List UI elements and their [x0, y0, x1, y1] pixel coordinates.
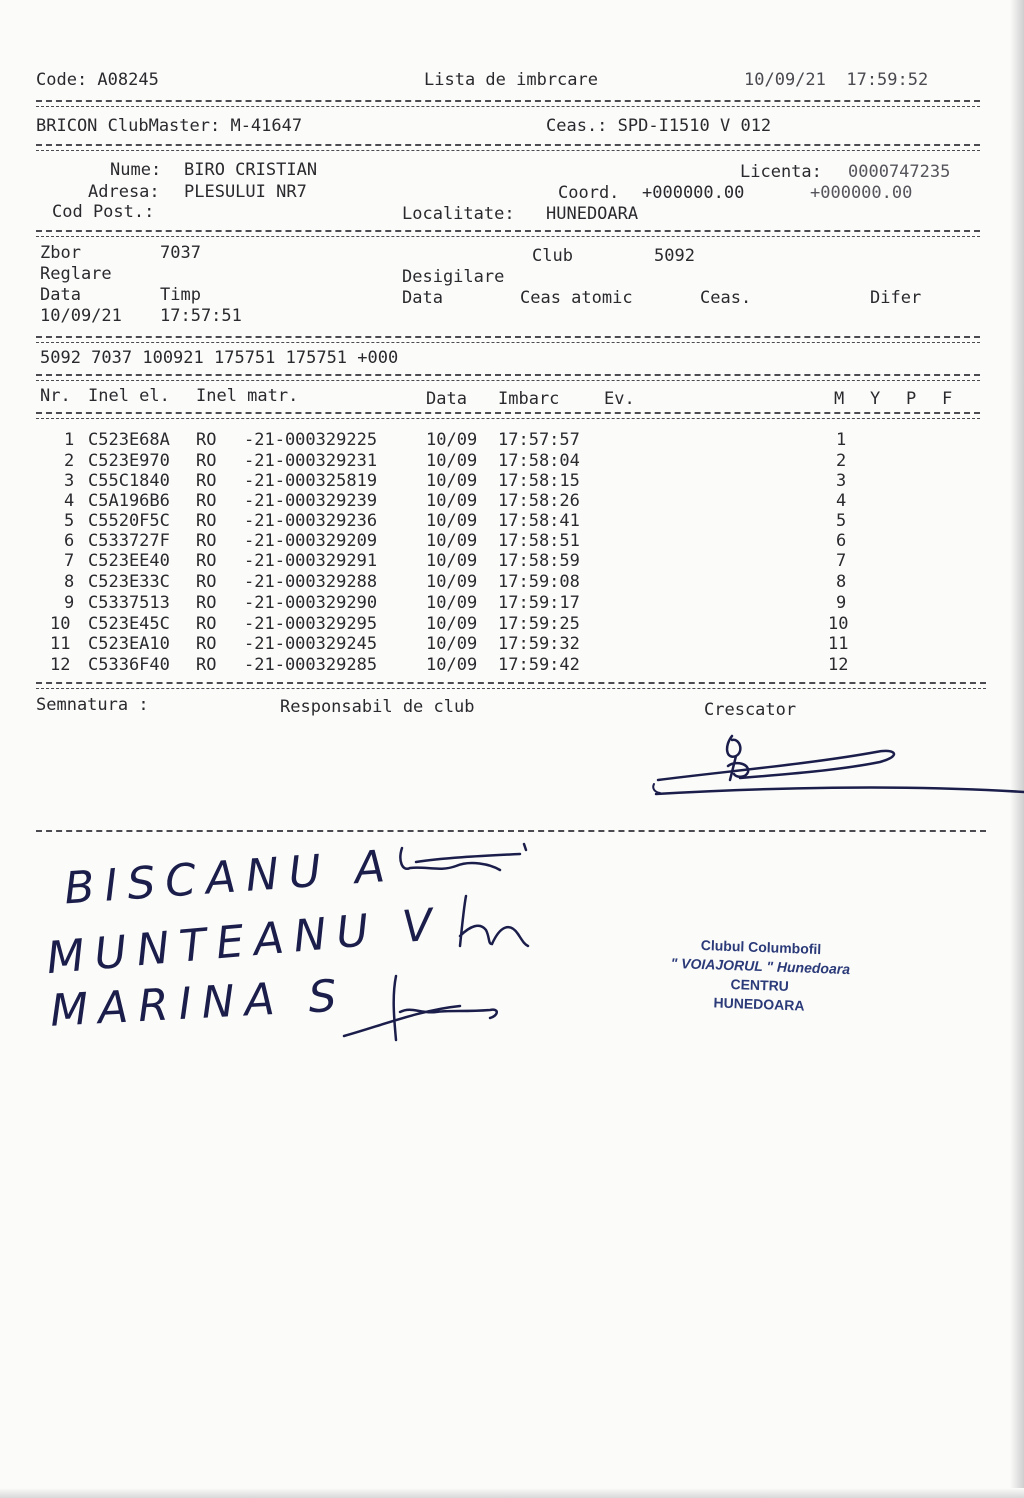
cell-country: RO [196, 572, 217, 592]
handwritten-signature-2 [440, 886, 540, 976]
cell-data: 10/09 [426, 655, 478, 675]
print-datetime: 10/09/21 17:59:52 [744, 70, 929, 90]
cell-country: RO [196, 451, 217, 471]
divider [36, 144, 980, 146]
divider [36, 374, 980, 376]
cell-imbarc: 17:58:41 [498, 511, 580, 531]
divider [36, 688, 986, 689]
divider [36, 230, 980, 232]
cell-country: RO [196, 593, 217, 613]
cell-nr: 7 [64, 551, 75, 571]
cell-nr: 10 [50, 614, 71, 634]
handwritten-name-1: BISCANU A [62, 840, 397, 915]
col-header-inel-el: Inel el. [88, 386, 170, 406]
cell-country: RO [196, 614, 217, 634]
difer-label: Difer [870, 288, 922, 308]
cell-country: RO [196, 655, 217, 675]
reglare-time: 17:57:51 [160, 306, 242, 326]
table-row [0, 491, 1024, 511]
cell-m: 6 [836, 531, 847, 551]
cell-inel-el: C533727F [88, 531, 170, 551]
cell-country: RO [196, 430, 217, 450]
divider [36, 236, 980, 237]
license-label: Licenta: [740, 162, 822, 182]
cell-inel-el: C5A196B6 [88, 491, 170, 511]
coord-x: +000000.00 [642, 183, 745, 203]
cell-imbarc: 17:59:08 [498, 572, 580, 592]
summary-line: 5092 7037 100921 175751 175751 +000 [40, 348, 399, 368]
col-header-y: Y [870, 389, 881, 409]
divider [36, 412, 980, 414]
cell-data: 10/09 [426, 430, 478, 450]
cell-data: 10/09 [426, 551, 478, 571]
ceas-label: Ceas. [700, 288, 752, 308]
cell-country: RO [196, 471, 217, 491]
club-label: Club [532, 246, 573, 266]
cell-inel-matr: -21-000329288 [244, 572, 378, 592]
cell-data: 10/09 [426, 451, 478, 471]
owner-name: BIRO CRISTIAN [184, 160, 318, 180]
col-header-imbarc: Imbarc [498, 389, 560, 409]
cell-country: RO [196, 634, 217, 654]
cell-data: 10/09 [426, 471, 478, 491]
cell-m: 5 [836, 511, 847, 531]
name-label: Nume: [110, 160, 162, 180]
cell-imbarc: 17:58:04 [498, 451, 580, 471]
cell-nr: 5 [64, 511, 75, 531]
club-value: 5092 [654, 246, 695, 266]
address-label: Adresa: [88, 182, 160, 202]
cell-m: 1 [836, 430, 847, 450]
signature-label: Semnatura : [36, 695, 149, 715]
cell-m: 9 [836, 593, 847, 613]
license-number: 0000747235 [848, 162, 951, 182]
divider [36, 150, 980, 151]
stamp-line: " VOIAJORUL " Hunedoara [670, 954, 851, 978]
col-header-p: P [906, 389, 917, 409]
divider [36, 106, 980, 107]
cell-country: RO [196, 491, 217, 511]
cell-inel-el: C523E970 [88, 451, 170, 471]
cell-inel-matr: -21-000325819 [244, 471, 378, 491]
col-header-inel-matr: Inel matr. [196, 386, 299, 406]
clock-id: Ceas.: SPD-I1510 V 012 [546, 116, 772, 136]
cell-m: 2 [836, 451, 847, 471]
club-responsible-label: Responsabil de club [280, 697, 475, 717]
cell-imbarc: 17:58:15 [498, 471, 580, 491]
col-header-ev: Ev. [604, 389, 635, 409]
cell-nr: 9 [64, 593, 75, 613]
cell-inel-matr: -21-000329295 [244, 614, 378, 634]
cell-nr: 4 [64, 491, 75, 511]
owner-address: PLESULUI NR7 [184, 182, 307, 202]
data-label-2: Data [402, 288, 443, 308]
divider [36, 380, 980, 381]
data-label: Data [40, 285, 81, 305]
cell-imbarc: 17:59:32 [498, 634, 580, 654]
cell-inel-el: C523E45C [88, 614, 170, 634]
col-header-f: F [942, 389, 953, 409]
cell-m: 11 [828, 634, 849, 654]
cell-inel-el: C5337513 [88, 593, 170, 613]
col-header-m: M [834, 389, 845, 409]
divider [36, 682, 986, 684]
cell-m: 7 [836, 551, 847, 571]
cell-inel-el: C5520F5C [88, 511, 170, 531]
divider [36, 342, 980, 343]
cell-data: 10/09 [426, 531, 478, 551]
cell-inel-el: C5336F40 [88, 655, 170, 675]
locality-label: Localitate: [402, 204, 515, 224]
table-row [0, 551, 1024, 571]
stamp-line: HUNEDOARA [713, 994, 805, 1014]
cell-data: 10/09 [426, 593, 478, 613]
cell-imbarc: 17:57:57 [498, 430, 580, 450]
cell-inel-matr: -21-000329209 [244, 531, 378, 551]
cell-m: 3 [836, 471, 847, 491]
divider [36, 830, 986, 832]
zbor-label: Zbor [40, 243, 81, 263]
cell-country: RO [196, 511, 217, 531]
cell-m: 12 [828, 655, 849, 675]
document-title: Lista de imbrcare [424, 70, 598, 90]
cell-nr: 11 [50, 634, 71, 654]
table-row [0, 471, 1024, 491]
cell-data: 10/09 [426, 491, 478, 511]
cell-nr: 1 [64, 430, 75, 450]
cell-m: 8 [836, 572, 847, 592]
owner-locality: HUNEDOARA [546, 204, 639, 224]
divider [36, 418, 980, 419]
cell-data: 10/09 [426, 572, 478, 592]
cell-inel-matr: -21-000329225 [244, 430, 378, 450]
document-code: Code: A08245 [36, 70, 159, 90]
cell-imbarc: 17:58:51 [498, 531, 580, 551]
coord-y: +000000.00 [810, 183, 913, 203]
cell-imbarc: 17:59:42 [498, 655, 580, 675]
cell-imbarc: 17:59:17 [498, 593, 580, 613]
table-row [0, 451, 1024, 471]
postal-label: Cod Post.: [52, 202, 155, 222]
cell-imbarc: 17:58:26 [498, 491, 580, 511]
cell-nr: 3 [64, 471, 75, 491]
cell-nr: 8 [64, 572, 75, 592]
desigilare-label: Desigilare [402, 267, 505, 287]
table-row [0, 614, 1024, 634]
table-row [0, 634, 1024, 654]
cell-inel-el: C523E68A [88, 430, 170, 450]
reglare-label: Reglare [40, 264, 112, 284]
cell-country: RO [196, 551, 217, 571]
cell-m: 10 [828, 614, 849, 634]
cell-inel-matr: -21-000329291 [244, 551, 378, 571]
breeder-label: Crescator [704, 700, 797, 720]
handwritten-signature-3 [340, 966, 520, 1046]
cell-inel-el: C523EA10 [88, 634, 170, 654]
stamp-line: Clubul Columbofil [700, 936, 822, 958]
stamp-line: CENTRU [730, 975, 790, 995]
table-row [0, 593, 1024, 613]
cell-imbarc: 17:59:25 [498, 614, 580, 634]
cell-nr: 2 [64, 451, 75, 471]
table-row [0, 430, 1024, 450]
cell-inel-matr: -21-000329236 [244, 511, 378, 531]
col-header-data: Data [426, 389, 467, 409]
cell-data: 10/09 [426, 511, 478, 531]
table-row [0, 655, 1024, 675]
cell-inel-matr: -21-000329290 [244, 593, 378, 613]
cell-inel-matr: -21-000329239 [244, 491, 378, 511]
cell-nr: 12 [50, 655, 71, 675]
reglare-date: 10/09/21 [40, 306, 122, 326]
cell-data: 10/09 [426, 614, 478, 634]
club-stamp [639, 934, 882, 1018]
handwritten-name-2: MUNTEANU V [44, 898, 445, 985]
cell-inel-el: C523EE40 [88, 551, 170, 571]
cell-data: 10/09 [426, 634, 478, 654]
cell-nr: 6 [64, 531, 75, 551]
divider [36, 100, 980, 102]
ceas-atomic-label: Ceas atomic [520, 288, 633, 308]
cell-country: RO [196, 531, 217, 551]
handwritten-name-3: MARINA S [48, 970, 348, 1037]
table-row [0, 511, 1024, 531]
coord-label: Coord. [558, 183, 620, 203]
cell-inel-el: C55C1840 [88, 471, 170, 491]
zbor-value: 7037 [160, 243, 201, 263]
cell-inel-matr: -21-000329285 [244, 655, 378, 675]
paper-bottom-shadow [0, 1488, 1024, 1498]
cell-inel-matr: -21-000329231 [244, 451, 378, 471]
col-header-nr: Nr. [40, 386, 71, 406]
divider [36, 336, 980, 338]
cell-inel-el: C523E33C [88, 572, 170, 592]
breeder-signature [640, 726, 1024, 806]
cell-imbarc: 17:58:59 [498, 551, 580, 571]
clubmaster-id: BRICON ClubMaster: M-41647 [36, 116, 303, 136]
timp-label: Timp [160, 285, 201, 305]
table-row [0, 572, 1024, 592]
table-row [0, 531, 1024, 551]
cell-inel-matr: -21-000329245 [244, 634, 378, 654]
cell-m: 4 [836, 491, 847, 511]
